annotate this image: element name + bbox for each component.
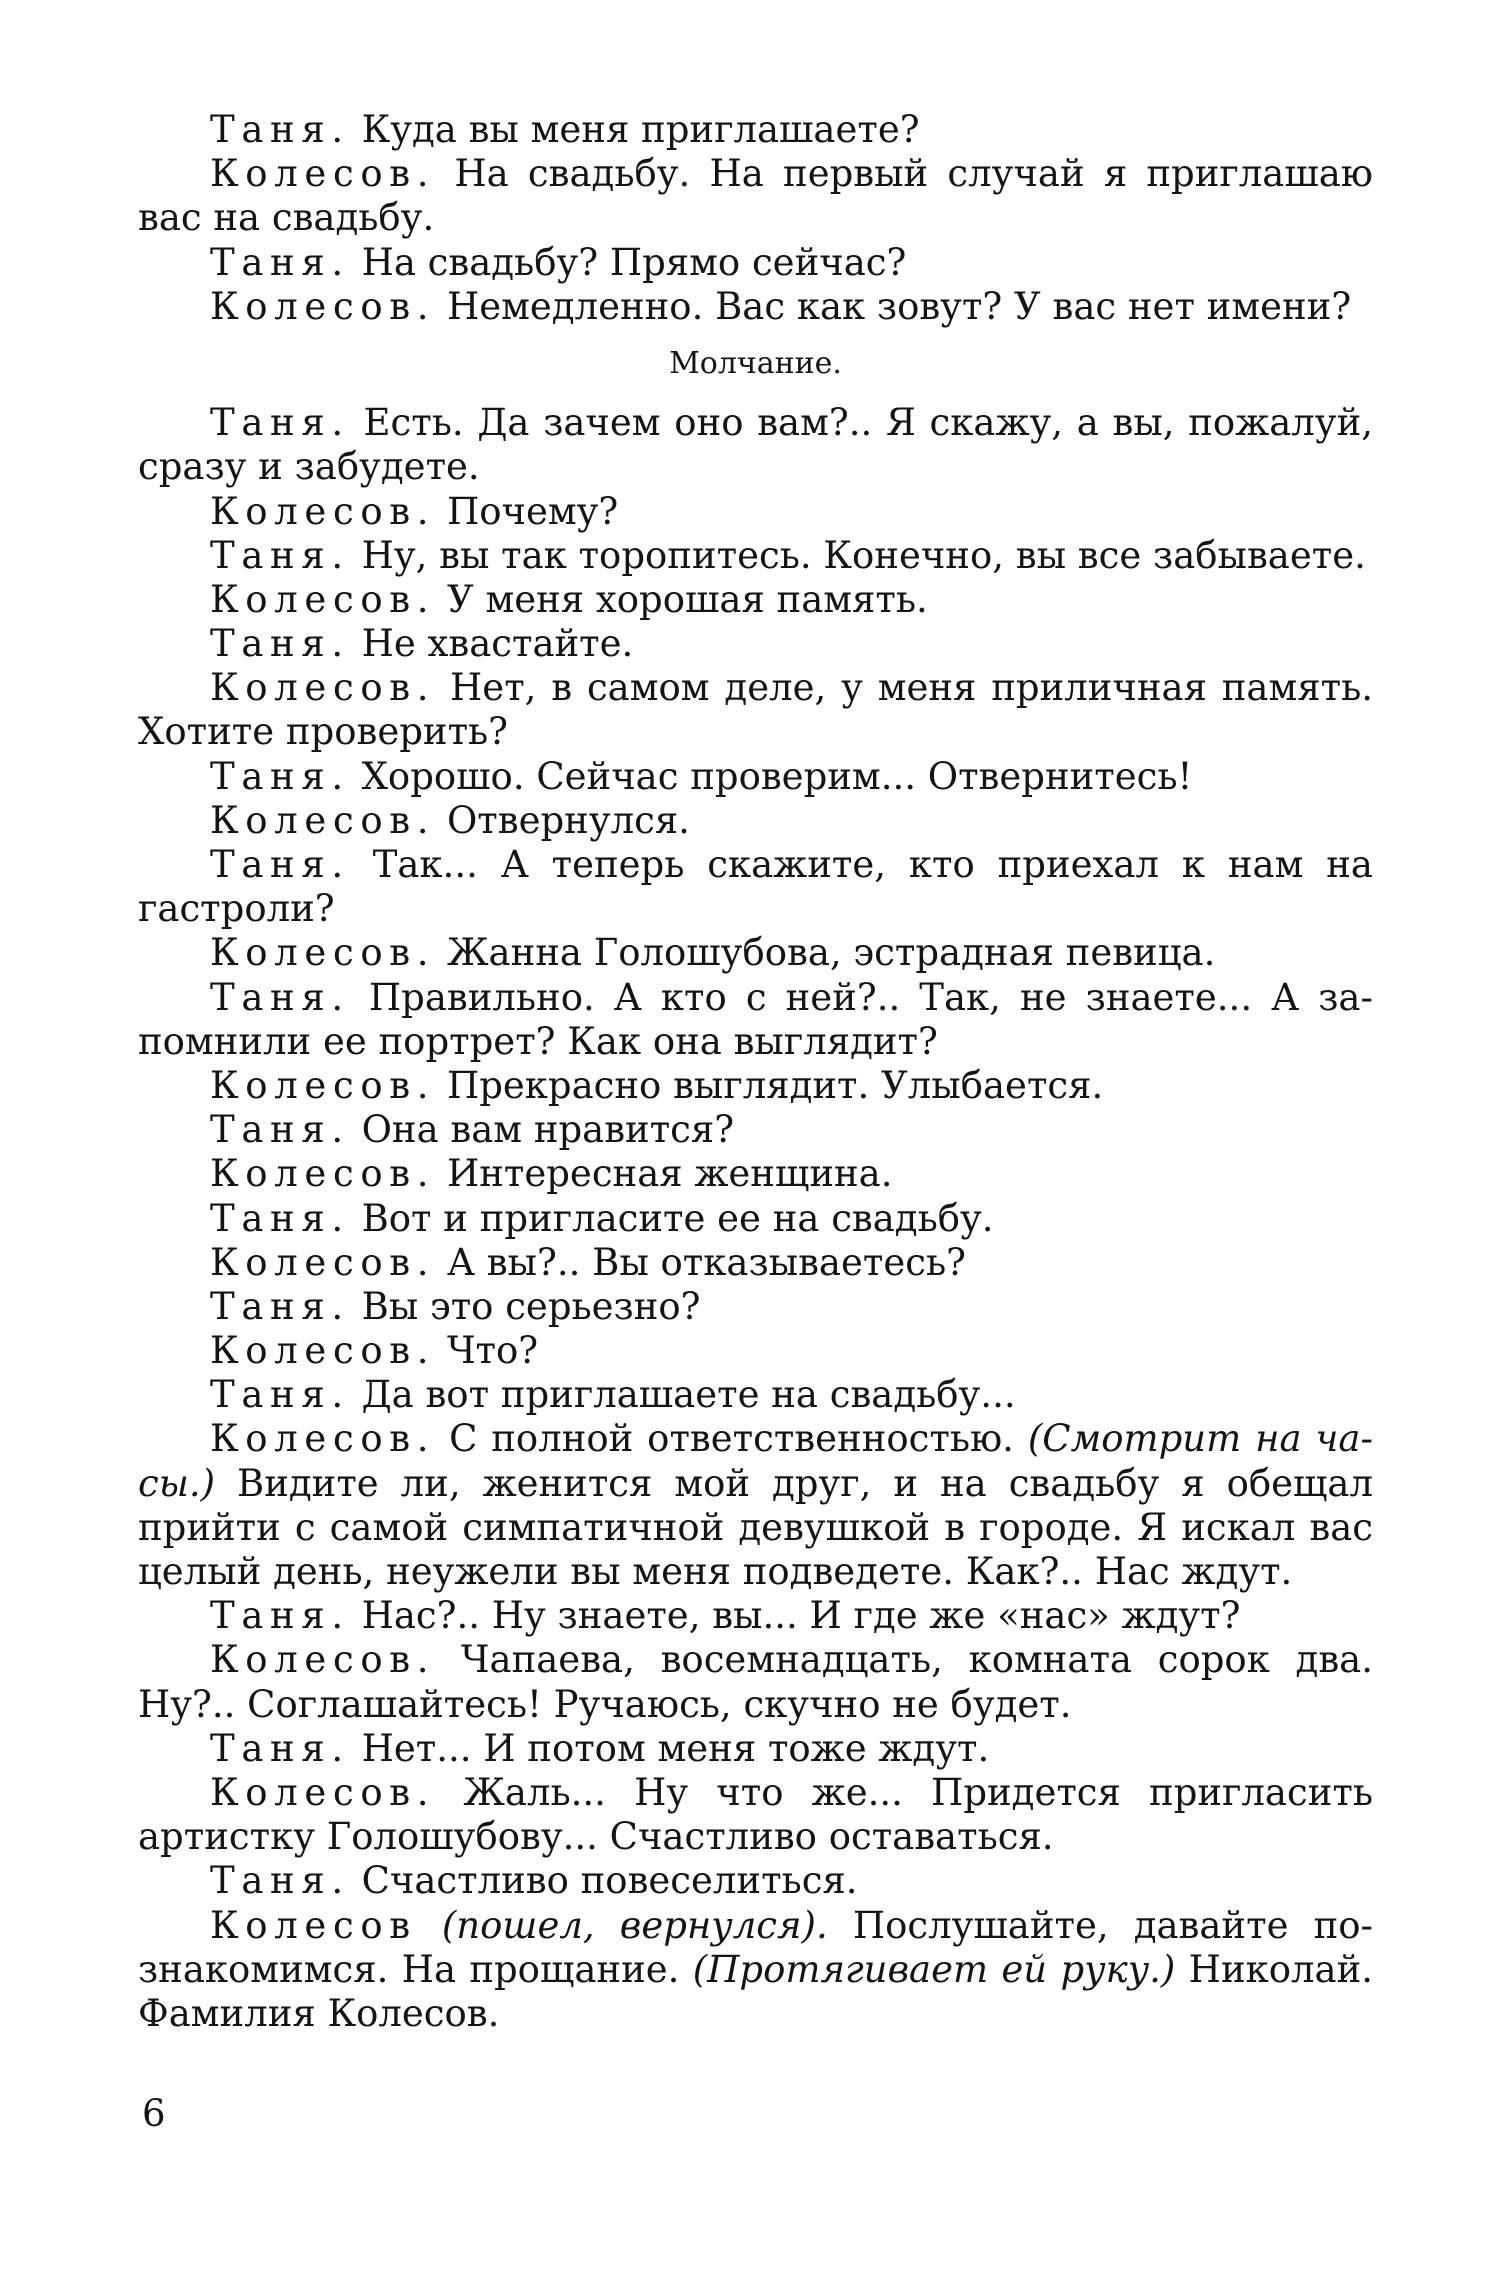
dialogue-text: сразу и забудете. — [138, 445, 480, 489]
dialogue-text: Есть. Да зачем оно вам?.. Я скажу, а вы, пожалуй, — [349, 401, 1373, 445]
speaker-name: Таня. — [210, 1594, 350, 1638]
speaker-name: Таня. — [210, 401, 350, 445]
dialogue-text: Хотите проверить? — [138, 710, 509, 754]
speaker-name: Колесов. — [210, 931, 436, 975]
text-line — [138, 490, 1373, 534]
dialogue-text: Видите ли, женится мой друг, и на свадьбу я обещал — [215, 1461, 1373, 1505]
speaker-name: Таня. — [210, 622, 350, 666]
speaker-name: Колесов. — [210, 152, 436, 196]
speaker-name: Таня. — [210, 843, 350, 886]
speaker-name: Колесов. — [210, 1329, 436, 1373]
dialogue-text: Правильно. А кто с ней?.. Так, не знаете... А за- — [349, 975, 1373, 1019]
stage-remark: (пошел, вернулся). — [441, 1903, 828, 1947]
speaker-name: Колесов. — [210, 1063, 436, 1107]
text-line — [138, 196, 1373, 240]
text-line — [138, 1197, 1373, 1241]
dialogue-text: гастроли? — [138, 887, 335, 931]
play-text — [138, 108, 1373, 2036]
dialogue-text: Жанна Голошубова, эстрадная певица. — [435, 931, 1216, 975]
speaker-name: Таня. — [210, 533, 350, 577]
speaker-name: Таня. — [210, 1373, 350, 1417]
dialogue-text: вас на свадьбу. — [138, 196, 435, 240]
text-line — [138, 1152, 1373, 1196]
text-line — [138, 1108, 1373, 1152]
dialogue-text: Почему? — [435, 489, 619, 533]
dialogue-text: артистку Голошубову... Счастливо оставаться. — [138, 1815, 1054, 1859]
text-line — [138, 108, 1373, 152]
text-line — [138, 1683, 1373, 1727]
text-line — [138, 843, 1373, 887]
dialogue-text: Да вот приглашаете на свадьбу... — [349, 1373, 1016, 1417]
stage-remark: сы.) — [138, 1461, 216, 1505]
dialogue-text: Она вам нравится? — [349, 1108, 735, 1152]
stage-remark: (Смотрит на ча- — [1027, 1417, 1373, 1461]
dialogue-text: Счастливо повеселиться. — [349, 1859, 858, 1903]
text-line — [138, 578, 1373, 622]
text-line — [138, 799, 1373, 843]
dialogue-text: Что? — [435, 1329, 539, 1373]
dialogue-text: С полной ответственностью. — [435, 1417, 1028, 1461]
dialogue-text: Вот и пригласите ее на свадьбу. — [349, 1196, 994, 1240]
text-line — [138, 1771, 1373, 1815]
text-line — [138, 1904, 1373, 1948]
text-line — [138, 1638, 1373, 1682]
speaker-name: Колесов — [210, 1903, 417, 1947]
speaker-name: Колесов. — [210, 1240, 436, 1284]
text-line — [138, 1462, 1373, 1506]
dialogue-text: Прекрасно выглядит. Улыбается. — [435, 1063, 1104, 1107]
speaker-name: Колесов. — [210, 666, 436, 710]
text-line — [138, 1373, 1373, 1417]
speaker-name: Колесов. — [210, 798, 436, 842]
text-line — [138, 445, 1373, 489]
text-line — [138, 534, 1373, 578]
dialogue-text: Вы это серьезно? — [349, 1284, 701, 1328]
text-line — [138, 1727, 1373, 1771]
speaker-name: Таня. — [210, 1859, 350, 1903]
text-line — [138, 931, 1373, 975]
speaker-name: Таня. — [210, 108, 350, 151]
text-line — [138, 1506, 1373, 1550]
dialogue-text: Нас?.. Ну знаете, вы... И где же «нас» ждут? — [349, 1594, 1241, 1638]
text-line — [138, 622, 1373, 666]
dialogue-text: Нет, в самом деле, у меня приличная память. — [435, 666, 1373, 710]
speaker-name: Колесов. — [210, 1417, 436, 1461]
speaker-name: Таня. — [210, 240, 350, 284]
speaker-name: Таня. — [210, 754, 350, 798]
speaker-name: Таня. — [210, 1196, 350, 1240]
dialogue-text: Интересная женщина. — [435, 1152, 893, 1196]
dialogue-text: Ну?.. Соглашайтесь! Ручаюсь, скучно не будет. — [138, 1682, 1072, 1726]
dialogue-text: Нет... И потом меня тоже ждут. — [349, 1726, 990, 1770]
speaker-name: Колесов. — [210, 1770, 436, 1814]
dialogue-text: помнили ее портрет? Как она выглядит? — [138, 1019, 938, 1063]
text-line — [138, 1948, 1373, 1992]
speaker-name: Таня. — [210, 1108, 350, 1152]
dialogue-text: На свадьбу? Прямо сейчас? — [349, 240, 907, 284]
text-line — [138, 152, 1373, 196]
dialogue-text: Куда вы меня приглашаете? — [349, 108, 920, 151]
text-line — [138, 401, 1373, 445]
speaker-name: Колесов. — [210, 1638, 436, 1682]
text-line — [138, 1417, 1373, 1461]
stage-remark: (Протягивает ей руку.) — [692, 1947, 1176, 1991]
text-line — [138, 1859, 1373, 1903]
text-line — [138, 1241, 1373, 1285]
text-line — [138, 1285, 1373, 1329]
text-line — [138, 887, 1373, 931]
text-line — [138, 1550, 1373, 1594]
speaker-name: Таня. — [210, 1726, 350, 1770]
dialogue-text: Хорошо. Сейчас проверим... Отвернитесь! — [349, 754, 1193, 798]
dialogue-text: Немедленно. Вас как зовут? У вас нет имени? — [435, 284, 1352, 328]
dialogue-text: А вы?.. Вы отказываетесь? — [435, 1240, 966, 1284]
dialogue-text: Отвернулся. — [435, 798, 690, 842]
dialogue-text: Фамилия Колесов. — [138, 1991, 500, 2035]
dialogue-text: Ну, вы так торопитесь. Конечно, вы все забываете. — [349, 533, 1366, 577]
dialogue-text: У меня хорошая память. — [435, 577, 928, 621]
text-line — [138, 1020, 1373, 1064]
dialogue-text: Так... А теперь скажите, кто приехал к нам на — [349, 843, 1373, 886]
dialogue-text: Послушайте, давайте по- — [827, 1903, 1374, 1947]
speaker-name: Колесов. — [210, 577, 436, 621]
text-line — [138, 710, 1373, 754]
speaker-name: Таня. — [210, 1284, 350, 1328]
dialogue-text: Николай. — [1175, 1947, 1373, 1991]
speaker-name: Таня. — [210, 975, 350, 1019]
dialogue-text: На свадьбу. На первый случай я приглашаю — [435, 152, 1373, 196]
text-line — [138, 666, 1373, 710]
text-line — [138, 976, 1373, 1020]
text-line — [138, 1064, 1373, 1108]
dialogue-text: Молчание. — [669, 345, 842, 381]
page-number: 6 — [142, 2092, 166, 2135]
dialogue-text: Чапаева, восемнадцать, комната сорок два. — [435, 1638, 1373, 1682]
dialogue-text: знакомимся. На прощание. — [138, 1947, 693, 1991]
text-line — [138, 1815, 1373, 1859]
text-line — [138, 285, 1373, 329]
speaker-name: Колесов. — [210, 284, 436, 328]
speaker-name: Колесов. — [210, 489, 436, 533]
stage-direction — [138, 342, 1373, 386]
dialogue-text: прийти с самой симпатичной девушкой в городе. Я искал вас — [138, 1505, 1373, 1549]
text-line — [138, 755, 1373, 799]
text-line — [138, 1594, 1373, 1638]
dialogue-text: целый день, неужели вы меня подведете. Как?.. Нас ждут. — [138, 1550, 1293, 1593]
dialogue-text — [417, 1904, 442, 1947]
text-line — [138, 1329, 1373, 1373]
text-line — [138, 241, 1373, 285]
dialogue-text: Жаль... Ну что же... Придется пригласить — [435, 1770, 1373, 1814]
text-line — [138, 1992, 1373, 2036]
speaker-name: Колесов. — [210, 1152, 436, 1196]
dialogue-text: Не хвастайте. — [349, 622, 634, 666]
